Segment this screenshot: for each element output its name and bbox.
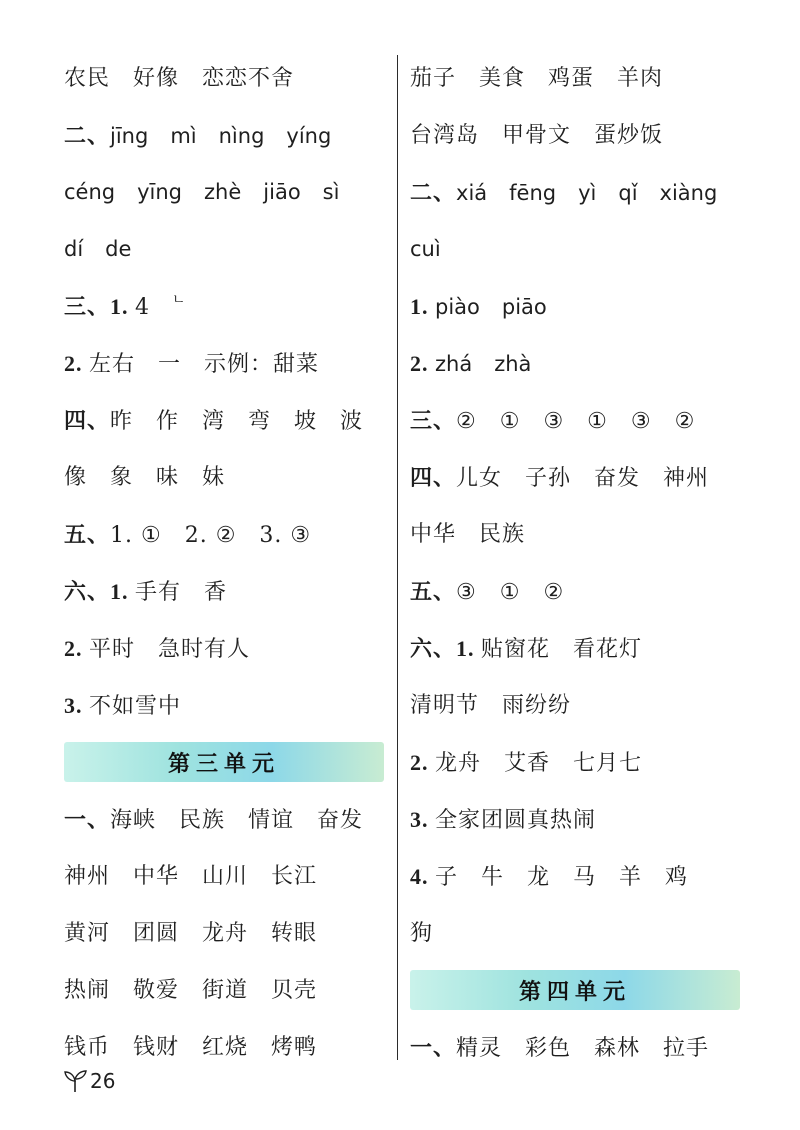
pinyin-syllable: xiàng bbox=[659, 181, 718, 205]
answer-line bbox=[410, 905, 740, 962]
answer-text: 海峡 民族 情谊 奋发 bbox=[110, 808, 364, 833]
pinyin-syllable: zhá bbox=[435, 352, 473, 376]
answer-text: ② ① ③ ① ③ ② bbox=[456, 409, 696, 434]
answer-line bbox=[64, 449, 384, 506]
pinyin-syllable: xiá bbox=[456, 181, 488, 205]
unit-banner-3: 第三单元 bbox=[64, 742, 384, 782]
column-divider bbox=[397, 55, 398, 1060]
pinyin-syllable: jiāo bbox=[263, 180, 301, 204]
answer-line bbox=[64, 164, 384, 221]
sprout-icon bbox=[62, 1068, 88, 1094]
answer-line bbox=[64, 962, 384, 1019]
answer-text: ③ ① ② bbox=[456, 580, 565, 605]
answer-text: 狗 bbox=[410, 921, 434, 946]
answer-line bbox=[410, 620, 740, 677]
answer-text: 1. ① 2. ② 3. ③ bbox=[110, 523, 312, 548]
answer-line bbox=[64, 791, 384, 848]
answer-text: 像 象 味 妹 bbox=[64, 465, 226, 490]
pinyin-group bbox=[110, 124, 353, 148]
answer-line bbox=[64, 335, 384, 392]
answer-line bbox=[64, 848, 384, 905]
pinyin-group bbox=[456, 181, 739, 205]
item-number: 3. bbox=[64, 693, 89, 718]
answer-text: 台湾岛 甲骨文 蛋炒饭 bbox=[410, 123, 664, 148]
answer-line bbox=[410, 563, 740, 620]
item-number: 1. bbox=[410, 294, 435, 319]
stroke-mark: ㄴ bbox=[172, 292, 187, 308]
section-number: 四、 bbox=[64, 408, 111, 433]
answer-line bbox=[410, 335, 740, 392]
section-number: 一、 bbox=[64, 807, 111, 832]
item-number: 2. bbox=[410, 351, 435, 376]
answer-text: 4 bbox=[135, 295, 151, 320]
answer-line bbox=[64, 392, 384, 449]
pinyin-syllable: nìng bbox=[218, 124, 265, 148]
answer-text: 手有 香 bbox=[135, 580, 228, 605]
answer-text: 农民 好像 恋恋不舍 bbox=[64, 66, 295, 91]
answer-text: 精灵 彩色 森林 拉手 bbox=[456, 1036, 710, 1061]
pinyin-syllable: dí bbox=[64, 237, 84, 261]
pinyin-syllable: fēng bbox=[509, 181, 557, 205]
item-number: 2. bbox=[64, 351, 89, 376]
section-number: 三、 bbox=[410, 408, 457, 433]
answer-line bbox=[64, 905, 384, 962]
answer-line bbox=[64, 620, 384, 677]
pinyin-group bbox=[410, 237, 463, 261]
pinyin-syllable: yì bbox=[578, 181, 597, 205]
pinyin-syllable: céng bbox=[64, 180, 116, 204]
answer-text: 茄子 美食 鸡蛋 羊肉 bbox=[410, 66, 664, 91]
answer-text: 昨 作 湾 弯 坡 波 bbox=[110, 409, 364, 434]
answer-line bbox=[410, 164, 740, 221]
answer-text: 儿女 子孙 奋发 神州 bbox=[456, 466, 710, 491]
pinyin-group bbox=[64, 180, 361, 204]
pinyin-syllable: sì bbox=[322, 180, 340, 204]
answer-text: 平时 急时有人 bbox=[89, 637, 251, 662]
page-number: 26 bbox=[90, 1069, 116, 1093]
answer-line bbox=[64, 677, 384, 734]
item-number: 1. bbox=[110, 294, 136, 319]
pinyin-syllable: zhà bbox=[494, 352, 532, 376]
answer-line bbox=[64, 506, 384, 563]
answer-line bbox=[64, 107, 384, 164]
section-number: 一、 bbox=[410, 1035, 457, 1060]
answer-text: 黄河 团圆 龙舟 转眼 bbox=[64, 921, 318, 946]
answer-line bbox=[410, 221, 740, 278]
answer-line bbox=[410, 107, 740, 164]
answer-text: 全家团圆真热闹 bbox=[435, 808, 597, 833]
unit-banner-4: 第四单元 bbox=[410, 970, 740, 1010]
pinyin-syllable: piāo bbox=[501, 295, 547, 319]
left-column bbox=[64, 50, 384, 1076]
page-footer bbox=[62, 1068, 115, 1094]
section-number: 六、 bbox=[64, 579, 111, 604]
pinyin-syllable: qǐ bbox=[618, 181, 638, 205]
pinyin-group bbox=[435, 352, 553, 376]
answer-text: 子 牛 龙 马 羊 鸡 bbox=[435, 865, 689, 890]
answer-line bbox=[410, 50, 740, 107]
section-number: 五、 bbox=[410, 579, 457, 604]
answer-line bbox=[410, 791, 740, 848]
section-number: 五、 bbox=[64, 522, 111, 547]
answer-text: 中华 民族 bbox=[410, 522, 526, 547]
answer-text: 不如雪中 bbox=[89, 694, 182, 719]
section-number: 六、 bbox=[410, 636, 457, 661]
answer-line bbox=[410, 392, 740, 449]
section-number: 二、 bbox=[64, 123, 111, 148]
answer-text: 钱币 钱财 红烧 烤鸭 bbox=[64, 1035, 318, 1060]
answer-line bbox=[410, 734, 740, 791]
answer-line bbox=[64, 50, 384, 107]
pinyin-syllable: cuì bbox=[410, 237, 441, 261]
answer-line bbox=[64, 221, 384, 278]
answer-text: 左右 一 示例：甜菜 bbox=[89, 352, 320, 377]
answer-text: 贴窗花 看花灯 bbox=[481, 637, 643, 662]
answer-line bbox=[410, 449, 740, 506]
answer-line bbox=[410, 278, 740, 335]
item-number: 2. bbox=[64, 636, 89, 661]
answer-text: 龙舟 艾香 七月七 bbox=[435, 751, 643, 776]
answer-text: 清明节 雨纷纷 bbox=[410, 693, 572, 718]
item-number: 3. bbox=[410, 807, 435, 832]
pinyin-syllable: piào bbox=[435, 295, 480, 319]
section-number: 四、 bbox=[410, 465, 457, 490]
pinyin-syllable: yīng bbox=[137, 180, 183, 204]
item-number: 2. bbox=[410, 750, 435, 775]
section-number: 三、 bbox=[64, 294, 111, 319]
answer-line bbox=[410, 848, 740, 905]
answer-line bbox=[64, 278, 384, 335]
right-column bbox=[410, 50, 740, 1076]
pinyin-syllable: jīng bbox=[110, 124, 149, 148]
section-number: 二、 bbox=[410, 180, 457, 205]
answer-text: 热闹 敬爱 街道 贝壳 bbox=[64, 978, 318, 1003]
pinyin-group bbox=[435, 295, 569, 319]
pinyin-group bbox=[64, 237, 153, 261]
answer-line bbox=[410, 1019, 740, 1076]
pinyin-syllable: yíng bbox=[286, 124, 332, 148]
answer-text: 神州 中华 山川 长江 bbox=[64, 864, 318, 889]
answer-line bbox=[410, 677, 740, 734]
pinyin-syllable: de bbox=[105, 237, 132, 261]
pinyin-syllable: zhè bbox=[204, 180, 242, 204]
answer-line bbox=[410, 506, 740, 563]
answer-line bbox=[64, 563, 384, 620]
pinyin-syllable: mì bbox=[170, 124, 197, 148]
item-number: 4. bbox=[410, 864, 435, 889]
item-number: 1. bbox=[110, 579, 136, 604]
item-number: 1. bbox=[456, 636, 482, 661]
